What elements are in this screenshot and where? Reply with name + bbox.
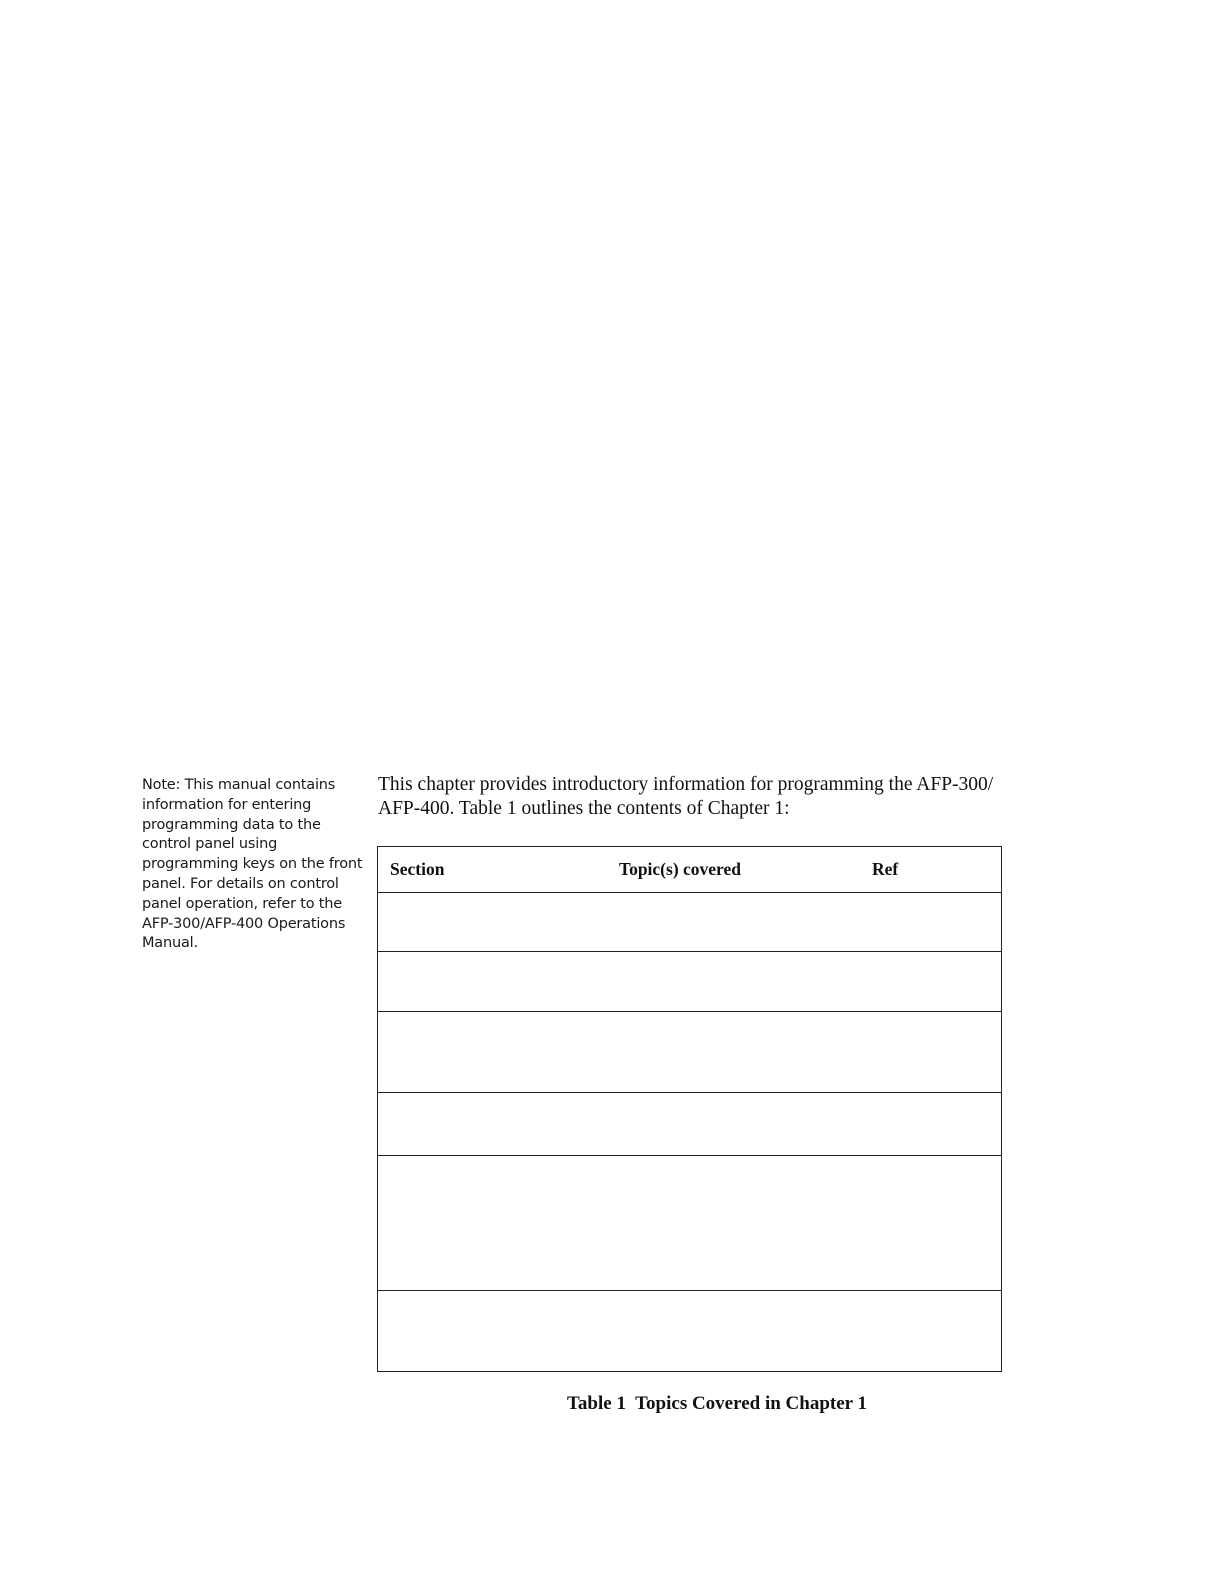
table-row [378, 1291, 1002, 1372]
table-cell [619, 893, 872, 952]
table-cell [378, 952, 620, 1012]
table-row [378, 952, 1002, 1012]
column-header-topics: Topic(s) covered [619, 847, 872, 893]
table-row [378, 893, 1002, 952]
table-cell [872, 952, 1002, 1012]
margin-note-line: AFP-300/AFP-400 Operations [142, 915, 346, 932]
table-cell [619, 1291, 872, 1372]
table-cell [378, 893, 620, 952]
table-cell [378, 1291, 620, 1372]
table-cell [378, 1093, 620, 1156]
table-cell [619, 1012, 872, 1093]
table-row [378, 1156, 1002, 1291]
intro-line: AFP-400. Table 1 outlines the contents of Chapter 1: [378, 798, 790, 819]
table-cell [872, 1291, 1002, 1372]
intro-line: This chapter provides introductory information for programming the AFP-300/ [378, 774, 994, 795]
table-row [378, 1012, 1002, 1093]
table-cell [619, 952, 872, 1012]
margin-note-line: programming data to the [142, 816, 321, 833]
topics-table [377, 846, 1002, 1372]
table-cell [378, 1156, 620, 1291]
table-row [378, 1093, 1002, 1156]
table-cell [872, 1093, 1002, 1156]
margin-note-line: programming keys on the front [142, 856, 363, 873]
table-caption: Table 1 Topics Covered in Chapter 1 [567, 1393, 868, 1414]
margin-note-line: panel operation, refer to the [142, 895, 342, 912]
table-cell [872, 1012, 1002, 1093]
margin-note-line: control panel using [142, 836, 278, 853]
margin-note-line: panel. For details on control [142, 875, 339, 892]
column-header-section: Section [378, 847, 620, 893]
margin-note-line: information for entering [142, 796, 312, 813]
table-cell [619, 1093, 872, 1156]
intro-paragraph [378, 773, 1018, 821]
table-cell [378, 1012, 620, 1093]
margin-note-line: Manual. [142, 935, 198, 952]
table-cell [619, 1156, 872, 1291]
margin-note-line: Note: This manual contains [142, 777, 336, 793]
margin-note [142, 776, 363, 954]
column-header-ref: Ref [872, 847, 1002, 893]
table-header-row [378, 847, 1002, 893]
table-cell [872, 1156, 1002, 1291]
table-cell [872, 893, 1002, 952]
